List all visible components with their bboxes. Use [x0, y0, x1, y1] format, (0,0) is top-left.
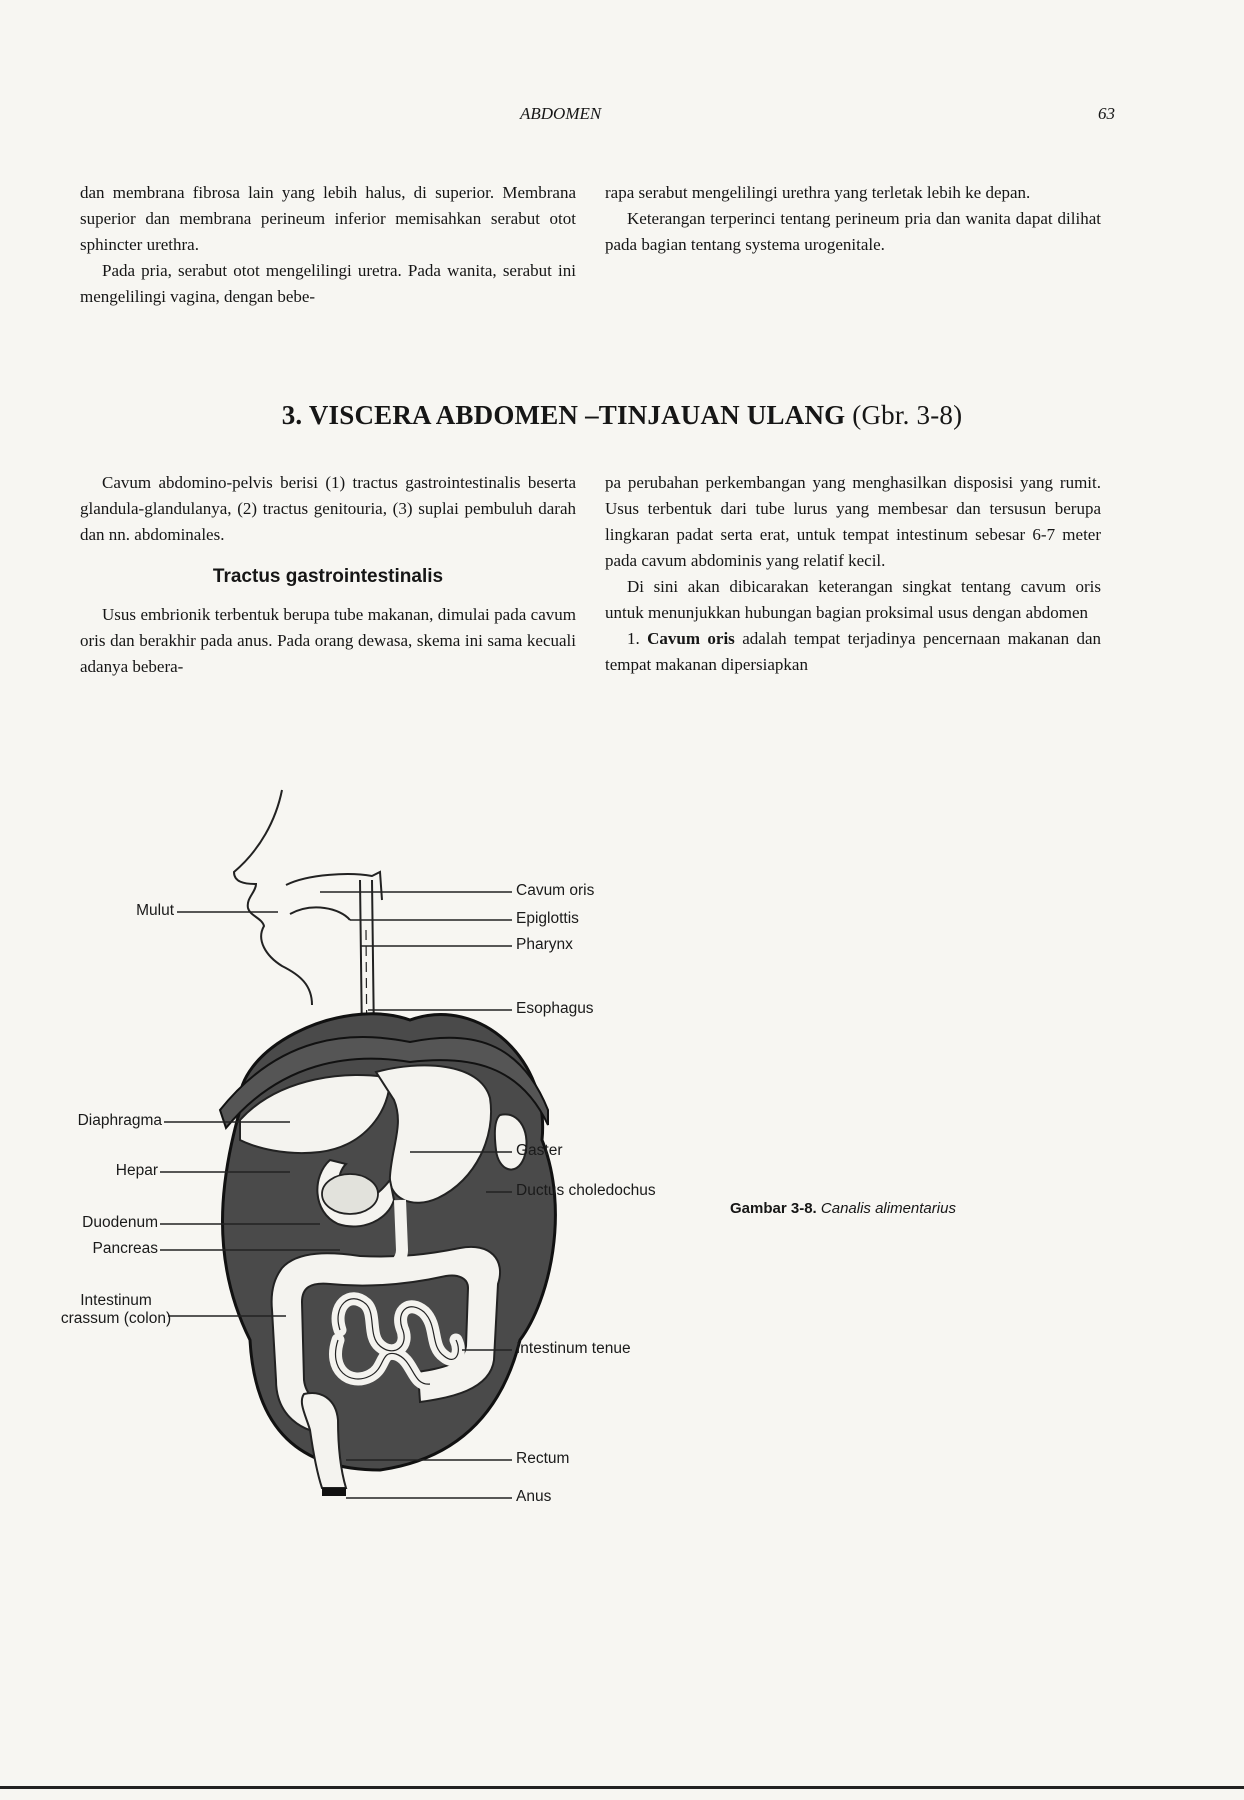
- paragraph: pa perubahan perkembangan yang menghasilkan disposisi yang rumit. Usus terbentuk dari tube lurus yang membesar dan tersusun berupa lingkaran padat serta erat, untuk tempat intestinum sebesar 6-7 meter pada cavum abdominis yang relatif kecil.: [605, 473, 1101, 570]
- term-cavum-oris: Cavum oris: [647, 629, 735, 648]
- paragraph: Keterangan terperinci tentang perineum pria dan wanita dapat dilihat pada bagian tentang systema urogenitale.: [605, 209, 1101, 254]
- caption-text: Canalis alimentarius: [820, 1200, 956, 1217]
- section-figure-ref: (Gbr. 3-8): [852, 400, 963, 430]
- label-anus: Anus: [516, 1488, 552, 1505]
- paragraph: dan membrana fibrosa lain yang lebih halus, di superior. Membrana superior dan membrana perineum inferior memisahkan serabut otot sphincter urethra.: [80, 183, 576, 254]
- alimentary-canal-figure: [50, 780, 770, 1650]
- paragraph: Di sini akan dibicarakan keterangan singkat tentang cavum oris untuk menunjukkan hubungan bagian proksimal usus dengan abdomen: [605, 577, 1101, 622]
- tongue: [290, 907, 350, 920]
- running-header: ABDOMEN: [520, 104, 602, 123]
- caption-number: Gambar 3-8.: [730, 1200, 817, 1217]
- paragraph: Usus embrionik terbentuk berupa tube makanan, dimulai pada cavum oris dan berakhir pada anus. Pada orang dewasa, skema ini sama kecuali adanya bebera-: [80, 605, 576, 676]
- face-profile: [234, 790, 312, 1005]
- paragraph: Pada pria, serabut otot mengelilingi uretra. Pada wanita, serabut ini mengelilingi vagina, dengan bebe-: [80, 261, 576, 306]
- label-diaphragma: Diaphragma: [77, 1112, 162, 1129]
- bottom-rule: [0, 1786, 1244, 1789]
- pharynx-outline: [286, 872, 382, 900]
- label-pharynx: Pharynx: [516, 936, 573, 953]
- label-line: crassum (colon): [60, 1310, 172, 1327]
- page-number: 63: [1098, 104, 1115, 123]
- label-intestinum-tenue: Intestinum tenue: [516, 1340, 631, 1357]
- paragraph: Cavum abdomino-pelvis berisi (1) tractus gastrointestinalis beserta glandula-glandulanya, (2) tractus genitouria, (3) suplai pembuluh darah dan nn. abdominales.: [80, 473, 576, 544]
- paragraph: [605, 626, 1101, 678]
- label-pancreas: Pancreas: [92, 1240, 158, 1257]
- section-title-text: 3. VISCERA ABDOMEN –TINJAUAN ULANG: [281, 400, 846, 430]
- figure-caption: [730, 1200, 956, 1217]
- paragraph-text: adalah tempat terjadinya pencernaan makanan dan tempat makanan dipersiapkan: [605, 629, 1102, 674]
- label-duodenum: Duodenum: [82, 1214, 158, 1231]
- list-number: 1.: [627, 629, 640, 648]
- label-epiglottis: Epiglottis: [516, 910, 579, 927]
- paragraph: rapa serabut mengelilingi urethra yang terletak lebih ke depan.: [605, 183, 1031, 202]
- label-rectum: Rectum: [516, 1450, 570, 1467]
- label-intestinum-crassum: [60, 1292, 172, 1328]
- section-title: [0, 400, 1244, 431]
- subheading: Tractus gastrointestinalis: [212, 566, 444, 587]
- label-ductus-choledochus: Ductus choledochus: [516, 1182, 656, 1199]
- label-hepar: Hepar: [115, 1162, 158, 1179]
- label-esophagus: Esophagus: [516, 1000, 594, 1017]
- anus-marker: [322, 1488, 346, 1496]
- top-right-column: [605, 180, 1101, 258]
- mid-left-column: [80, 470, 576, 680]
- top-left-column: [80, 180, 576, 310]
- label-mulut: Mulut: [136, 902, 174, 919]
- label-gaster: Gaster: [516, 1142, 563, 1159]
- label-cavum-oris: Cavum oris: [516, 882, 595, 899]
- label-line: Intestinum: [80, 1292, 152, 1309]
- mid-right-column: [605, 470, 1101, 678]
- pancreas-shape: [322, 1174, 378, 1214]
